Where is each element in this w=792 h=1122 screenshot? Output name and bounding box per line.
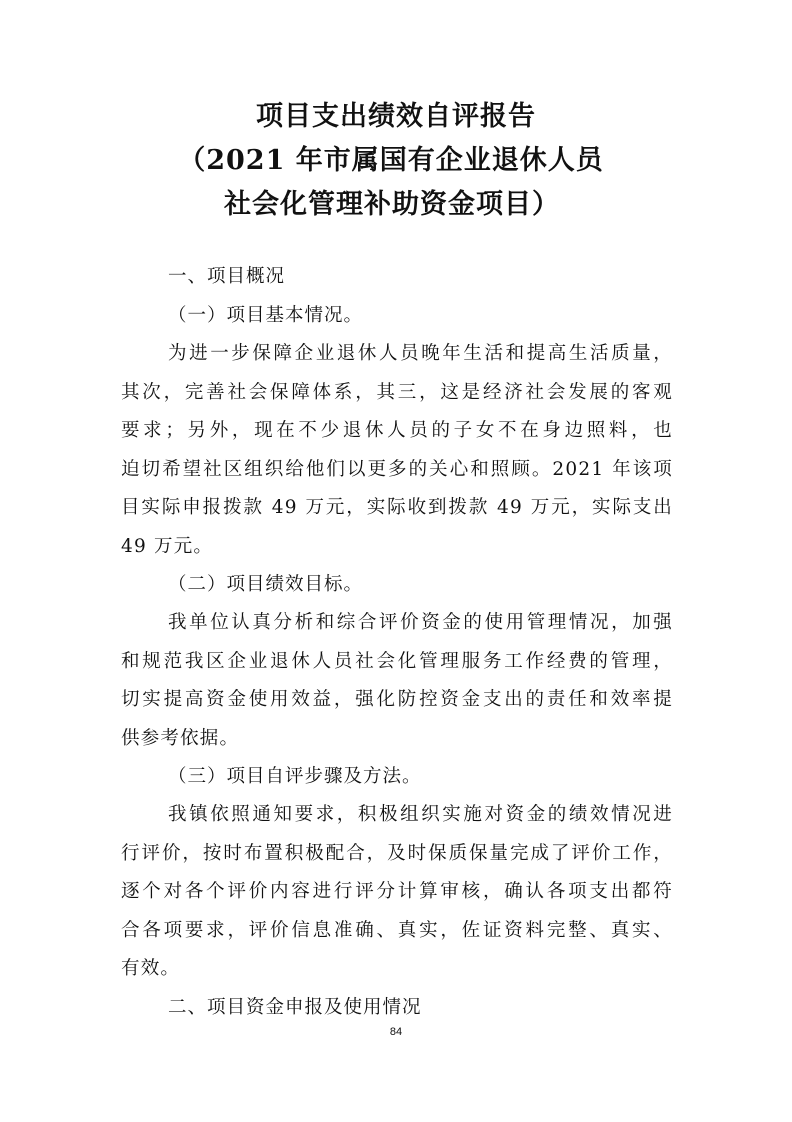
paragraph-line: 我镇依照通知要求，积极组织实施对资金的绩效情况进	[168, 804, 673, 825]
paragraph-line: 要求；另外，现在不少退休人员的子女不在身边照料，也	[121, 420, 673, 441]
title-line-3: 社会化管理补助资金项目）	[224, 189, 560, 220]
section-heading-2: 二、项目资金申报及使用情况	[168, 997, 422, 1018]
paragraph-line: 目实际申报拨款 49 万元，实际收到拨款 49 万元，实际支出	[121, 497, 673, 518]
paragraph-line: 和规范我区企业退休人员社会化管理服务工作经费的管理，	[121, 650, 673, 672]
subsection-heading-1-2: （二）项目绩效目标。	[168, 574, 364, 595]
paragraph-line: 有效。	[121, 958, 181, 979]
document-title	[0, 95, 792, 227]
paragraph-line: 切实提高资金使用效益，强化防控资金支出的责任和效率提	[121, 689, 673, 710]
paragraph-line: 为进一步保障企业退休人员晚年生活和提高生活质量，	[168, 343, 673, 364]
title-line-2: （2021 年市属国有企业退休人员	[178, 145, 604, 176]
paragraph-line: 行评价，按时布置积极配合，及时保质保量完成了评价工作，	[121, 842, 673, 864]
paragraph-line: 迫切希望社区组织给他们以更多的关心和照顾。2021 年该项	[121, 458, 673, 480]
title-line-1: 项目支出绩效自评报告	[256, 101, 536, 132]
paragraph-project-overview	[121, 335, 673, 566]
paragraph-line: 49 万元。	[121, 535, 214, 557]
paragraph-line: 合各项要求，评价信息准确、真实，佐证资料完整、真实、	[121, 919, 673, 941]
paragraph-line: 供参考依据。	[121, 727, 240, 749]
page-number: 84	[389, 1026, 403, 1038]
section-heading-1: 一、项目概况	[168, 266, 286, 287]
subsection-heading-1-1: （一）项目基本情况。	[168, 305, 364, 326]
paragraph-evaluation-steps	[121, 796, 673, 989]
subsection-heading-1-3: （三）项目自评步骤及方法。	[168, 766, 422, 787]
paragraph-performance-goals	[121, 604, 673, 758]
paragraph-line: 其次，完善社会保障体系，其三，这是经济社会发展的客观	[121, 381, 673, 403]
paragraph-line: 我单位认真分析和综合评价资金的使用管理情况，加强	[168, 612, 673, 633]
paragraph-line: 逐个对各个评价内容进行评分计算审核，确认各项支出都符	[121, 881, 673, 902]
